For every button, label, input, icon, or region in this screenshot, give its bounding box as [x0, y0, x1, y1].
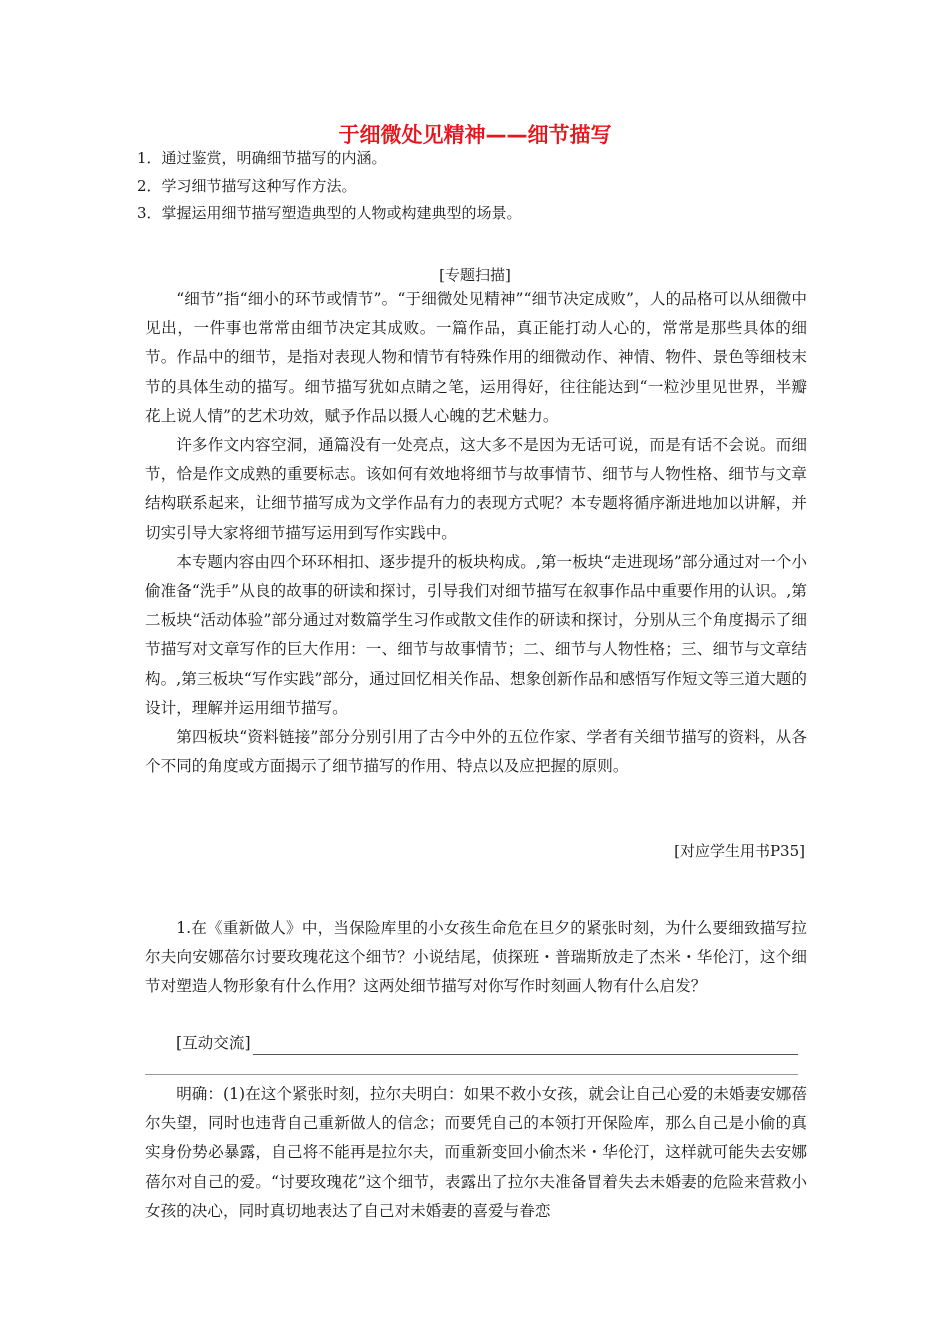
- discussion-label: [互动交流]: [176, 1034, 251, 1052]
- intro-paragraph: 第四板块“资料链接”部分分别引用了古今中外的五位作家、学者有关细节描写的资料，从各个不同的角度或方面揭示了细节描写的作用、特点以及应把握的原则。: [145, 728, 807, 776]
- question-text: 1.在《重新做人》中，当保险库里的小女孩生命危在旦夕的紧张时刻，为什么要细致描写拉尔夫向安娜蓓尔讨要玫瑰花这个细节？小说结尾，侦探班・普瑞斯放走了杰米・华伦汀，这个细节对塑造人物形象有什么作用？这两处细节描写对你写作时刻画人物有什么启发？: [145, 919, 807, 996]
- interactive-discussion: [176, 1029, 798, 1055]
- intro-paragraph: 许多作文内容空洞，通篇没有一处亮点，这大多不是因为无话可说，而是有话不会说。而细节，恰是作文成熟的重要标志。该如何有效地将细节与故事情节、细节与人物性格、细节与文章结构联系起来，让细节描写成为文学作品有力的表现方式呢？本专题将循序渐进地加以讲解，并切实引导大家将细节描写运用到写作实践中。: [145, 436, 807, 542]
- answer-block: [145, 1080, 807, 1226]
- document-title: 于细微处见精神——细节描写: [338, 123, 612, 147]
- answer-text: 明确：(1)在这个紧张时刻，拉尔夫明白：如果不救小女孩，就会让自己心爱的未婚妻安娜蓓尔失望，同时也违背自己重新做人的信念；而要凭自己的本领打开保险库，那么自己是小偷的真实身份势必暴露，自己将不能再是拉尔夫，而重新变回小偷杰米・华伦汀，这样就可能失去安娜蓓尔对自己的爱。“讨要玫瑰花”这个细节，表露出了拉尔夫准备冒着失去未婚妻的危险来营救小女孩的决心，同时真切地表达了自己对未婚妻的喜爱与眷恋: [145, 1085, 807, 1220]
- intro-paragraph: 本专题内容由四个环环相扣、逐步提升的板块构成。,第一板块“走进现场”部分通过对一个小偷准备“洗手”从良的故事的研读和探讨，引导我们对细节描写在叙事作品中重要作用的认识。,第二板块“活动体验”部分通过对数篇学生习作或散文佳作的研读和探讨，分别从三个角度揭示了细节描写对文章写作的巨大作用：一、细节与故事情节；二、细节与人物性格；三、细节与文章结构。,第三板块“写作实践”部分，通过回忆相关作品、想象创新作品和感悟写作短文等三道大题的设计，理解并运用细节描写。: [145, 552, 807, 717]
- answer-blank-line: [253, 1034, 798, 1055]
- section-tag-topic-scan: [专题扫描]: [439, 266, 511, 284]
- student-book-reference: [对应学生用书P35]: [674, 842, 805, 860]
- learning-goal: 3．掌握运用细节描写塑造典型的人物或构建典型的场景。: [137, 204, 522, 222]
- question-block: [145, 914, 807, 1002]
- learning-goal: 1．通过鉴赏，明确细节描写的内涵。: [137, 149, 387, 167]
- topic-intro: [145, 285, 807, 781]
- intro-paragraph: “细节”指“细小的环节或情节”。“于细微处见精神”“细节决定成败”，人的品格可以从细微中见出，一件事也常常由细节决定其成败。一篇作品，真正能打动人心的，常常是那些具体的细节。作品中的细节，是指对表现人物和情节有特殊作用的细微动作、神情、物件、景色等细枝末节的具体生动的描写。细节描写犹如点睛之笔，运用得好，往往能达到“一粒沙里见世界，半瓣花上说人情”的艺术功效，赋予作品以摄人心魄的艺术魅力。: [145, 290, 807, 425]
- learning-goals-list: [137, 145, 817, 228]
- answer-blank-line: [145, 1074, 798, 1075]
- learning-goal: 2．学习细节描写这种写作方法。: [137, 176, 357, 195]
